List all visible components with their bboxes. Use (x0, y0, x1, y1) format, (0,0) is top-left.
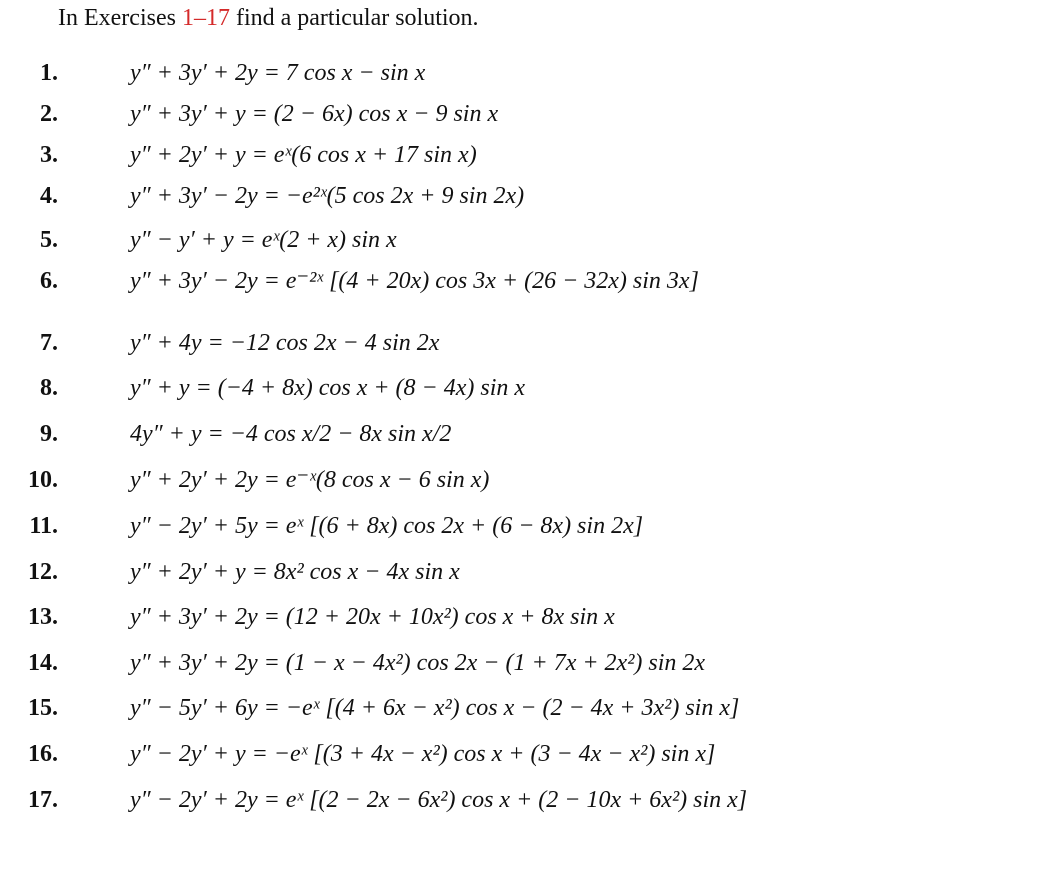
exercise-equation: y″ + 3y′ + y = (2 − 6x) cos x − 9 sin x (130, 101, 499, 127)
exercise-equation: y″ + 3y′ − 2y = e⁻²ˣ [(4 + 20x) cos 3x + (26 − 32x) sin 3x] (130, 268, 699, 294)
exercise-number: 16. (28, 741, 58, 767)
exercise-item (0, 599, 1000, 635)
exercise-item (0, 690, 1000, 726)
exercise-item (0, 736, 1000, 772)
instructions-suffix: find a particular solution. (229, 5, 479, 31)
exercise-item (0, 222, 1000, 258)
exercise-equation: y″ − y′ + y = eˣ(2 + x) sin x (130, 227, 397, 253)
exercise-equation: y″ − 2y′ + 5y = eˣ [(6 + 8x) cos 2x + (6 − 8x) sin 2x] (130, 513, 644, 539)
exercise-number: 2. (40, 101, 58, 127)
exercise-item (0, 416, 1000, 452)
exercise-item (0, 178, 1000, 214)
exercise-item (0, 96, 1000, 132)
exercise-equation: y″ − 5y′ + 6y = −eˣ [(4 + 6x − x²) cos x − (2 − 4x + 3x²) sin x] (130, 695, 740, 721)
exercise-number: 14. (28, 650, 58, 676)
exercise-item (0, 325, 1000, 361)
exercise-item (0, 263, 1000, 299)
exercise-equation: y″ + y = (−4 + 8x) cos x + (8 − 4x) sin x (130, 375, 526, 401)
exercise-item (0, 370, 1000, 406)
exercise-equation: y″ + 3y′ + 2y = (12 + 20x + 10x²) cos x + 8x sin x (130, 604, 615, 630)
exercise-item (0, 55, 1000, 91)
exercise-item (0, 137, 1000, 173)
exercise-number: 11. (29, 513, 58, 539)
exercise-number: 6. (40, 268, 58, 294)
exercise-equation: y″ + 3y′ + 2y = (1 − x − 4x²) cos 2x − (1 + 7x + 2x²) sin 2x (130, 650, 706, 676)
exercise-equation: y″ + 2y′ + y = 8x² cos x − 4x sin x (130, 559, 460, 585)
exercise-number: 9. (40, 421, 58, 447)
exercise-number: 1. (40, 60, 58, 86)
exercise-range-link[interactable]: 1–17 (181, 5, 230, 31)
exercise-equation: y″ + 3y′ + 2y = 7 cos x − sin x (130, 60, 426, 86)
exercise-number: 10. (28, 467, 58, 493)
exercise-equation: y″ − 2y′ + y = −eˣ [(3 + 4x − x²) cos x + (3 − 4x − x²) sin x] (130, 741, 716, 767)
exercise-item (0, 462, 1000, 498)
exercise-item (0, 508, 1000, 544)
exercise-equation: y″ + 2y′ + y = eˣ(6 cos x + 17 sin x) (130, 142, 477, 168)
exercise-equation: y″ + 4y = −12 cos 2x − 4 sin 2x (130, 330, 440, 356)
instructions-prefix: In Exercises (58, 5, 182, 31)
exercise-number: 15. (28, 695, 58, 721)
exercise-number: 12. (28, 559, 58, 585)
exercise-item (0, 554, 1000, 590)
exercise-equation: y″ + 3y′ − 2y = −e²ˣ(5 cos 2x + 9 sin 2x) (130, 183, 525, 209)
exercise-number: 13. (28, 604, 58, 630)
exercise-number: 4. (40, 183, 58, 209)
exercise-number: 5. (40, 227, 58, 253)
exercise-equation: y″ + 2y′ + 2y = e⁻ˣ(8 cos x − 6 sin x) (130, 467, 490, 493)
exercise-number: 8. (40, 375, 58, 401)
exercise-item (0, 645, 1000, 681)
exercise-equation: y″ − 2y′ + 2y = eˣ [(2 − 2x − 6x²) cos x + (2 − 10x + 6x²) sin x] (130, 787, 748, 813)
exercise-equation: 4y″ + y = −4 cos x/2 − 8x sin x/2 (130, 421, 452, 447)
exercise-number: 7. (40, 330, 58, 356)
exercise-item (0, 782, 1000, 818)
exercise-number: 17. (28, 787, 58, 813)
exercise-number: 3. (40, 142, 58, 168)
